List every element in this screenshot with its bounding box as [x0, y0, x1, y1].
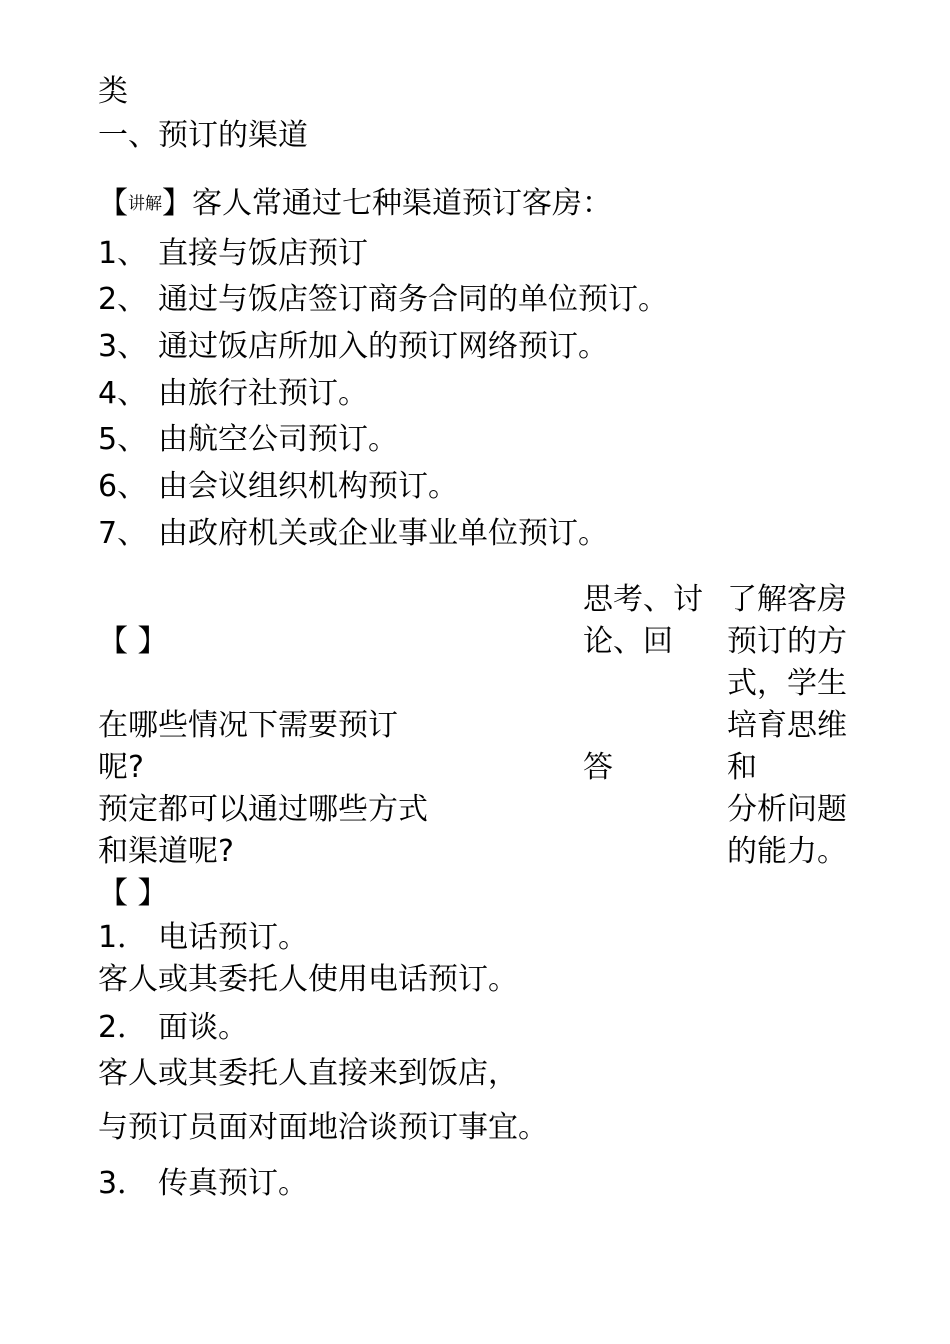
bracket-placeholder: 【 】 [98, 624, 168, 659]
goal-line: 和 [727, 750, 757, 785]
method-number: 3． [98, 1166, 148, 1201]
method-description: 客人或其委托人直接来到饭店， [98, 1056, 518, 1091]
method-title: 电话预订。 [158, 920, 308, 955]
goal-line: 预订的方 [727, 624, 847, 659]
section-title: 一、预订的渠道 [98, 118, 308, 153]
channel-text: 由航空公司预订。 [158, 422, 398, 457]
explain-text: 客人常通过七种渠道预订客房： [192, 186, 612, 221]
channel-text: 直接与饭店预订 [158, 236, 368, 271]
activity-line: 答 [583, 750, 613, 785]
channel-number: 4、 [98, 376, 148, 411]
goal-line: 了解客房 [727, 582, 847, 617]
bracket-placeholder: 【 】 [98, 876, 168, 911]
channel-number: 1、 [98, 236, 148, 271]
method-number: 2． [98, 1010, 148, 1045]
method-title: 传真预订。 [158, 1166, 308, 1201]
question-line: 呢? [98, 750, 144, 785]
goal-line: 的能力。 [727, 834, 847, 869]
goal-line: 培育思维 [727, 708, 847, 743]
question-line: 在哪些情况下需要预订 [98, 708, 398, 743]
bracket-close: 】 [162, 186, 192, 221]
goal-line: 式，学生 [727, 666, 847, 701]
question-line: 和渠道呢? [98, 834, 234, 869]
channel-text: 由会议组织机构预订。 [158, 469, 458, 504]
method-description: 与预订员面对面地洽谈预订事宜。 [98, 1110, 548, 1145]
explain-tag: 讲解 [128, 194, 162, 214]
channel-number: 6、 [98, 469, 148, 504]
method-description: 客人或其委托人使用电话预订。 [98, 962, 518, 997]
method-title: 面谈。 [158, 1010, 248, 1045]
activity-line: 思考、讨 [583, 582, 703, 617]
channel-number: 7、 [98, 516, 148, 551]
channel-text: 通过饭店所加入的预订网络预订。 [158, 329, 608, 364]
goal-line: 分析问题 [727, 792, 847, 827]
channel-number: 5、 [98, 422, 148, 457]
channel-text: 由旅行社预订。 [158, 376, 368, 411]
channel-number: 3、 [98, 329, 148, 364]
channel-text: 通过与饭店签订商务合同的单位预订。 [158, 282, 668, 317]
category-heading: 类 [98, 74, 128, 109]
explain-line [98, 184, 612, 224]
bracket-open: 【 [98, 186, 128, 221]
method-number: 1． [98, 920, 148, 955]
question-line: 预定都可以通过哪些方式 [98, 792, 428, 827]
channel-text: 由政府机关或企业事业单位预订。 [158, 516, 608, 551]
channel-number: 2、 [98, 282, 148, 317]
activity-line: 论、回 [583, 624, 673, 659]
